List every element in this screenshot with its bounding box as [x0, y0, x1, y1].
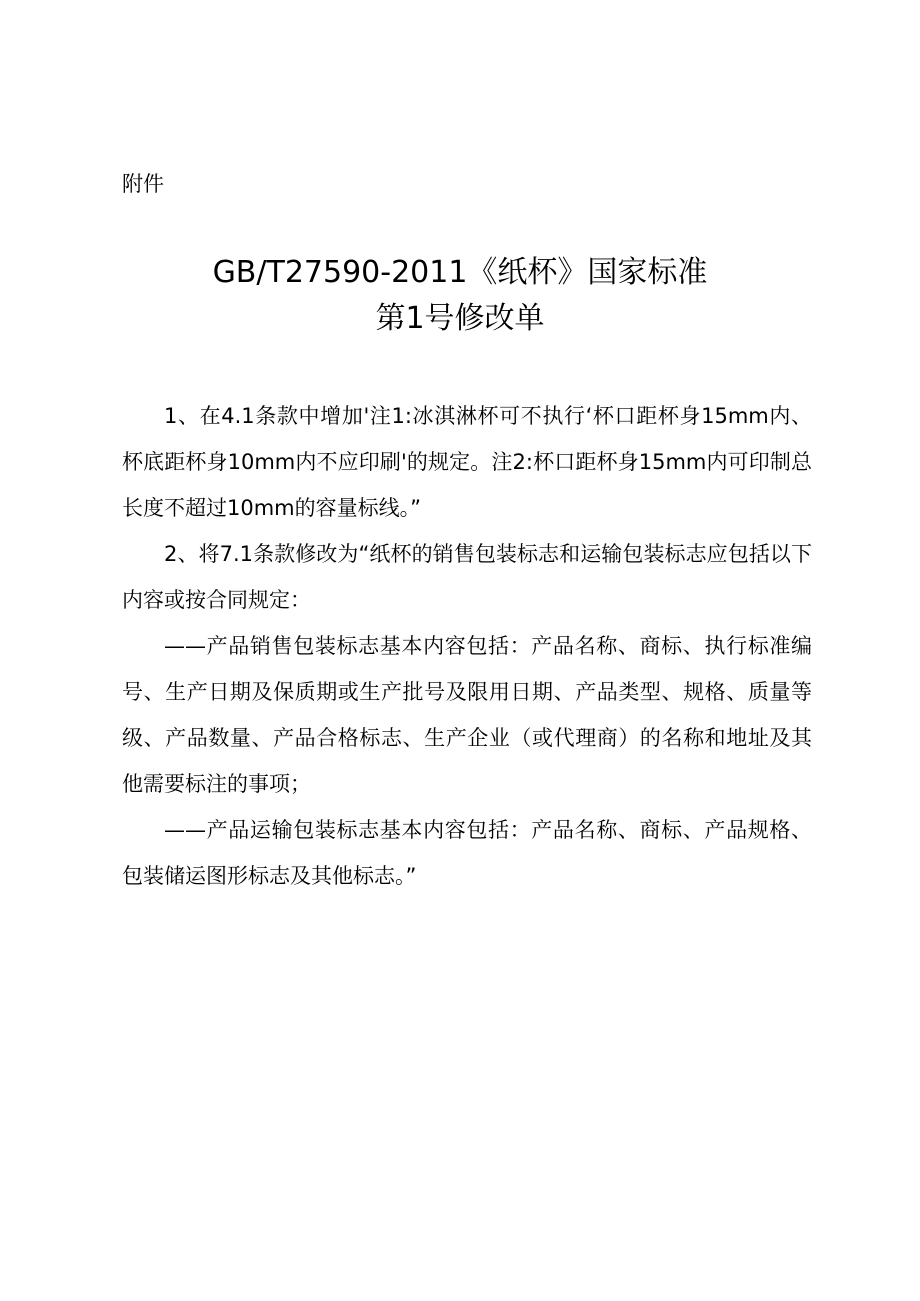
title-line-standard: GB/T27590-2011《纸杯》国家标准	[212, 255, 708, 290]
document-title	[0, 250, 920, 342]
sales-package-marking-item: ——产品销售包装标志基本内容包括：产品名称、商标、执行标准编号、生产日期及保质期或生产批号及限用日期、产品类型、规格、质量等级、产品数量、产品合格标志、生产企业（或代理商）的名称和地址及其他需要标注的事项；	[122, 634, 812, 796]
amendment-item-2: 2、将7.1条款修改为“纸杯的销售包装标志和运输包装标志应包括以下内容或按合同规定：	[122, 542, 812, 612]
document-body	[122, 393, 812, 899]
transport-package-marking-item: ——产品运输包装标志基本内容包括：产品名称、商标、产品规格、包装储运图形标志及其他标志。”	[122, 818, 812, 888]
amendment-item-1: 1、在4.1条款中增加'注1:冰淇淋杯可不执行‘杯口距杯身15mm内、杯底距杯身10mm内不应印刷'的规定。注2:杯口距杯身15mm内可印制总长度不超过10mm的容量标线。”	[122, 404, 812, 520]
title-line-amendment: 第1号修改单	[375, 301, 545, 336]
attachment-label: 附件	[122, 172, 164, 196]
